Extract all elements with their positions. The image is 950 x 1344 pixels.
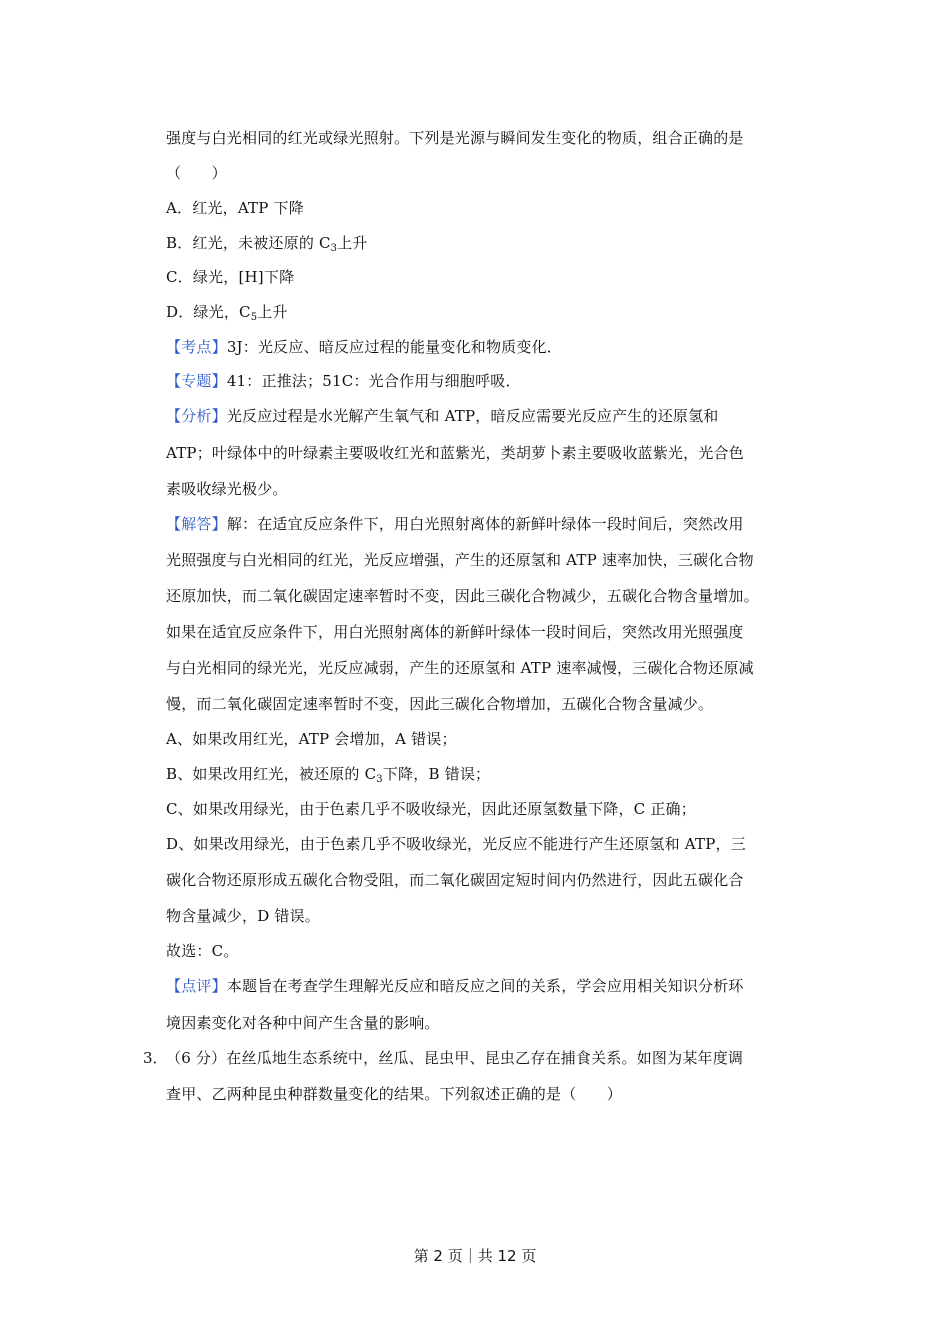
jieda-line2: 光照强度与白光相同的红光，光反应增强，产生的还原氢和 ATP 速率加快，三碳化合物 bbox=[166, 551, 754, 569]
dianping-line1 bbox=[166, 976, 806, 996]
option-b-subscript: 3 bbox=[330, 243, 338, 254]
fenxi-tag: 【分析】 bbox=[166, 407, 227, 425]
zhuanti-text: 41：正推法；51C：光合作用与细胞呼吸． bbox=[226, 372, 521, 390]
option-b-text-end: 上升 bbox=[337, 234, 368, 252]
option-d-text-end: 上升 bbox=[257, 303, 288, 321]
q2-stem-line1: 强度与白光相同的红光或绿光照射。下列是光源与瞬间发生变化的物质，组合正确的是 bbox=[166, 129, 744, 147]
jieda-line-b bbox=[166, 764, 806, 784]
q2-option-a bbox=[166, 198, 806, 218]
q3-line1: （6 分）在丝瓜地生态系统中，丝瓜、昆虫甲、昆虫乙存在捕食关系。如图为某年度调 bbox=[166, 1049, 744, 1067]
kaodian-text: 3J：光反应、暗反应过程的能量变化和物质变化． bbox=[226, 338, 562, 356]
zhuanti-tag: 【专题】 bbox=[166, 372, 227, 390]
jieda-line1 bbox=[166, 514, 806, 534]
jieda-line6: 慢，而二氧化碳固定速率暂时不变，因此三碳化合物增加，五碳化合物含量减少。 bbox=[166, 695, 714, 713]
fenxi-text1: 光反应过程是水光解产生氧气和 ATP，暗反应需要光反应产生的还原氢和 bbox=[226, 407, 719, 425]
jieda-b-text-end: 下降，B 错误； bbox=[382, 765, 491, 783]
option-d-text: D．绿光，C bbox=[166, 303, 251, 321]
page-footer: 第 2 页｜共 12 页 bbox=[413, 1247, 537, 1265]
option-b-text: B．红光，未被还原的 C bbox=[166, 234, 331, 252]
dianping-text1: 本题旨在考查学生理解光反应和暗反应之间的关系，学会应用相关知识分析环 bbox=[226, 977, 744, 995]
dianping-tag: 【点评】 bbox=[166, 977, 227, 995]
q2-stem-line2: （ ） bbox=[166, 164, 227, 182]
jieda-line-d2: 碳化合物还原形成五碳化合物受阻，而二氧化碳固定短时间内仍然进行，因此五碳化合 bbox=[166, 871, 744, 889]
option-c-text: C．绿光，[H]下降 bbox=[166, 268, 295, 286]
kaodian-tag: 【考点】 bbox=[166, 338, 227, 356]
fenxi-line2: ATP；叶绿体中的叶绿素主要吸收红光和蓝紫光，类胡萝卜素主要吸收蓝紫光，光合色 bbox=[166, 444, 744, 462]
q2-option-d bbox=[166, 302, 806, 322]
kaodian-line bbox=[166, 337, 806, 357]
option-d-subscript: 5 bbox=[250, 312, 258, 323]
zhuanti-line bbox=[166, 371, 806, 391]
jieda-line-a: A、如果改用红光，ATP 会增加，A 错误； bbox=[166, 730, 457, 748]
q3-line2: 查甲、乙两种昆虫种群数量变化的结果。下列叙述正确的是（ ） bbox=[166, 1085, 623, 1103]
option-a-text: A．红光，ATP 下降 bbox=[166, 199, 304, 217]
jieda-line3: 还原加快，而二氧化碳固定速率暂时不变，因此三碳化合物减少，五碳化合物含量增加。 bbox=[166, 587, 759, 605]
q2-option-b bbox=[166, 233, 806, 253]
fenxi-line1 bbox=[166, 406, 806, 426]
dianping-line2: 境因素变化对各种中间产生含量的影响。 bbox=[166, 1014, 440, 1032]
jieda-b-subscript: 3 bbox=[376, 774, 383, 785]
jieda-line5: 与白光相同的绿光光，光反应减弱，产生的还原氢和 ATP 速率减慢，三碳化合物还原减 bbox=[166, 659, 754, 677]
jieda-answer: 故选：C。 bbox=[166, 942, 239, 960]
jieda-line4: 如果在适宜反应条件下，用白光照射离体的新鲜叶绿体一段时间后，突然改用光照强度 bbox=[166, 623, 744, 641]
jieda-line-d1: D、如果改用绿光，由于色素几乎不吸收绿光，光反应不能进行产生还原氢和 ATP，三 bbox=[166, 835, 746, 853]
jieda-line-d3: 物含量减少，D 错误。 bbox=[166, 907, 320, 925]
jieda-b-text: B、如果改用红光，被还原的 C bbox=[166, 765, 377, 783]
jieda-tag: 【解答】 bbox=[166, 515, 227, 533]
jieda-line-c: C、如果改用绿光，由于色素几乎不吸收绿光，因此还原氢数量下降，C 正确； bbox=[166, 800, 696, 818]
fenxi-line3: 素吸收绿光极少。 bbox=[166, 480, 288, 498]
q3-number: 3． bbox=[143, 1049, 168, 1067]
q2-option-c bbox=[166, 267, 806, 287]
jieda-text1: 解：在适宜反应条件下，用白光照射离体的新鲜叶绿体一段时间后，突然改用 bbox=[226, 515, 744, 533]
